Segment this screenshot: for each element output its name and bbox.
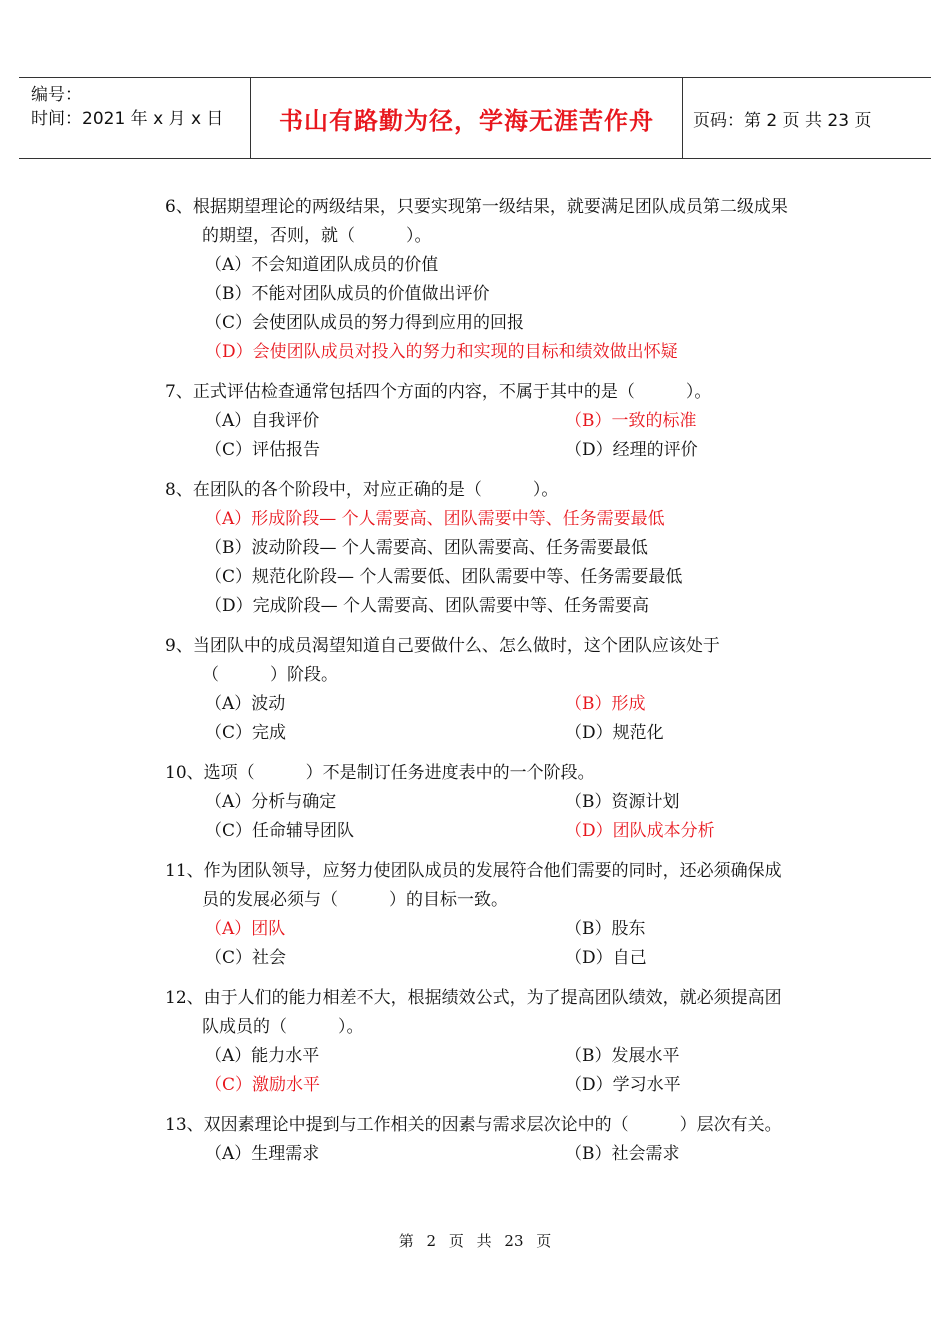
answer-option-correct: （B）形成 (565, 694, 646, 714)
answer-option: （D）自己 (565, 948, 647, 968)
question-item (165, 378, 795, 465)
answer-option: （A）波动 (205, 694, 286, 714)
option-list (165, 1140, 795, 1169)
question-stem: 7、正式评估检查通常包括四个方面的内容，不属于其中的是（ ）。 (165, 382, 712, 402)
answer-option: （B）波动阶段— 个人需要高、团队需要高、任务需要最低 (205, 538, 648, 558)
option-list (165, 690, 795, 748)
question-stem: 9、当团队中的成员渴望知道自己要做什么、怎么做时，这个团队应该处于（ ）阶段。 (165, 636, 720, 685)
document-number-label: 编号： (31, 85, 82, 105)
answer-option: （A）能力水平 (205, 1046, 320, 1066)
option-row (205, 1071, 795, 1100)
footer-total-pages: 23 (504, 1232, 524, 1250)
header-page-label: 页码：第 2 页 共 23 页 (693, 110, 872, 131)
answer-option: （B）资源计划 (565, 792, 680, 812)
answer-option: （A）生理需求 (205, 1144, 320, 1164)
header-meta (19, 78, 251, 158)
answer-option: （B）发展水平 (565, 1046, 680, 1066)
question-item (165, 193, 795, 367)
question-stem: 13、双因素理论中提到与工作相关的因素与需求层次论中的（ ）层次有关。 (165, 1115, 782, 1135)
answer-option-correct: （D）会使团队成员对投入的努力和实现的目标和绩效做出怀疑 (205, 342, 678, 362)
footer-text: 共 (476, 1232, 492, 1250)
answer-option-correct: （A）团队 (205, 919, 286, 939)
answer-option: （B）社会需求 (565, 1144, 680, 1164)
question-item (165, 632, 795, 748)
answer-option: （C）规范化阶段— 个人需要低、团队需要中等、任务需要最低 (205, 567, 683, 587)
answer-option: （D）学习水平 (565, 1075, 681, 1095)
question-item (165, 1111, 795, 1169)
footer-text: 页 (448, 1232, 464, 1250)
option-list (165, 915, 795, 973)
footer-page-number: 2 (426, 1232, 437, 1250)
question-item (165, 984, 795, 1100)
option-row (205, 690, 795, 719)
question-stem: 12、由于人们的能力相差不大，根据绩效公式，为了提高团队绩效，就必须提高团队成员的（ ）。 (165, 988, 782, 1037)
option-row (205, 817, 795, 846)
option-list (165, 407, 795, 465)
option-row (205, 944, 795, 973)
answer-option: （D）完成阶段— 个人需要高、团队需要中等、任务需要高 (205, 596, 650, 616)
option-row (205, 915, 795, 944)
answer-option: （C）完成 (205, 723, 287, 743)
page-header (19, 77, 931, 159)
answer-option: （C）会使团队成员的努力得到应用的回报 (205, 313, 525, 333)
option-row (205, 436, 795, 465)
answer-option: （B）不能对团队成员的价值做出评价 (205, 284, 490, 304)
answer-option: （C）评估报告 (205, 440, 321, 460)
option-list (165, 251, 795, 367)
option-row (205, 1140, 795, 1169)
answer-option: （C）任命辅导团队 (205, 821, 355, 841)
answer-option-correct: （D）团队成本分析 (565, 821, 715, 841)
page-footer (0, 1230, 950, 1251)
document-time-label: 时间：2021 年 x 月 x 日 (31, 109, 224, 129)
question-list (165, 193, 795, 1180)
option-list (165, 505, 795, 621)
footer-text: 第 (398, 1232, 414, 1250)
answer-option: （B）股东 (565, 919, 646, 939)
question-stem: 6、根据期望理论的两级结果，只要实现第一级结果，就要满足团队成员第二级成果的期望，否则，就（ ）。 (165, 197, 788, 246)
option-row (205, 788, 795, 817)
option-row (205, 407, 795, 436)
question-item (165, 857, 795, 973)
option-row (205, 719, 795, 748)
question-stem: 11、作为团队领导，应努力使团队成员的发展符合他们需要的同时，还必须确保成员的发展必须与（ ）的目标一致。 (165, 861, 782, 910)
option-list (165, 788, 795, 846)
header-motto: 书山有路勤为径，学海无涯苦作舟 (251, 78, 683, 158)
question-stem: 10、选项（ ）不是制订任务进度表中的一个阶段。 (165, 763, 595, 783)
answer-option: （A）自我评价 (205, 411, 320, 431)
footer-text: 页 (536, 1232, 552, 1250)
answer-option-correct: （A）形成阶段— 个人需要高、团队需要中等、任务需要最低 (205, 509, 665, 529)
answer-option-correct: （C）激励水平 (205, 1075, 321, 1095)
answer-option: （C）社会 (205, 948, 287, 968)
question-stem: 8、在团队的各个阶段中，对应正确的是（ ）。 (165, 480, 559, 500)
answer-option-correct: （B）一致的标准 (565, 411, 697, 431)
answer-option: （D）经理的评价 (565, 440, 698, 460)
question-item (165, 759, 795, 846)
answer-option: （A）不会知道团队成员的价值 (205, 255, 439, 275)
option-row (205, 1042, 795, 1071)
answer-option: （A）分析与确定 (205, 792, 337, 812)
answer-option: （D）规范化 (565, 723, 664, 743)
option-list (165, 1042, 795, 1100)
question-item (165, 476, 795, 621)
